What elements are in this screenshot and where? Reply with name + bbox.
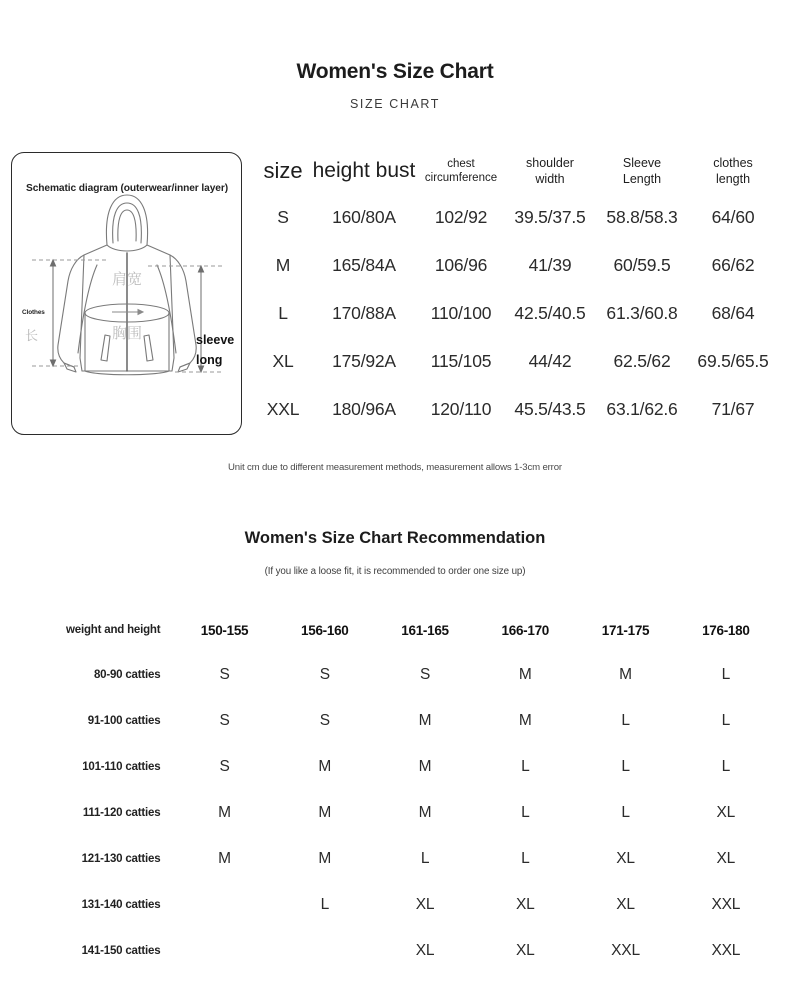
cell-height-bust: 180/96A bbox=[332, 398, 396, 419]
cell-height-bust: 170/88A bbox=[332, 302, 396, 323]
recommended-size: M bbox=[318, 758, 332, 775]
sleeve-label-line1: sleeve bbox=[196, 333, 235, 347]
weight-range-label: 141-150 catties bbox=[81, 945, 161, 957]
table-row bbox=[256, 385, 778, 433]
cell-chest: 102/92 bbox=[434, 206, 488, 227]
table-row bbox=[14, 882, 776, 928]
sleeve-header-line2: Length bbox=[622, 172, 662, 186]
weight-range-label: 91-100 catties bbox=[87, 715, 161, 727]
recommended-size: M bbox=[218, 850, 231, 867]
recommended-size: XL bbox=[516, 896, 535, 913]
table-row bbox=[14, 928, 776, 974]
recommended-size: L bbox=[621, 758, 630, 775]
recommended-size: M bbox=[518, 666, 532, 683]
recommended-size: L bbox=[621, 804, 630, 821]
recommended-size bbox=[275, 928, 375, 974]
cell-shoulder: 39.5/37.5 bbox=[514, 206, 586, 227]
height-column-header: 171-175 bbox=[601, 622, 650, 638]
sleeve-header-line1: Sleeve bbox=[622, 156, 662, 170]
schematic-caption: Schematic diagram (outerwear/inner layer) bbox=[26, 183, 228, 194]
column-header-clothes-length bbox=[688, 155, 778, 193]
chest-header-line1: chest bbox=[447, 158, 475, 170]
recommended-size: L bbox=[521, 850, 530, 867]
recommended-size: M bbox=[218, 804, 231, 821]
recommended-size: XL bbox=[716, 850, 736, 867]
column-header-size: size bbox=[263, 158, 303, 183]
weight-range-label: 80-90 catties bbox=[93, 669, 161, 681]
size-chart-table bbox=[256, 155, 778, 433]
recommended-size: S bbox=[219, 712, 230, 729]
recommended-size: S bbox=[219, 666, 230, 683]
table-row bbox=[14, 744, 776, 790]
cell-chest: 115/105 bbox=[430, 350, 492, 371]
weight-range-label: 121-130 catties bbox=[81, 853, 161, 865]
recommended-size: M bbox=[418, 712, 432, 729]
shoulder-header-line1: shoulder bbox=[526, 156, 574, 170]
measurement-note: Unit cm due to different measurement methods, measurement allows 1-3cm error bbox=[228, 462, 562, 473]
table-row bbox=[14, 790, 776, 836]
clothes-header-line1: clothes bbox=[713, 156, 753, 170]
cell-length: 64/60 bbox=[711, 206, 755, 227]
cell-size: L bbox=[278, 302, 288, 323]
recommended-size: L bbox=[521, 758, 530, 775]
page-subtitle: SIZE CHART bbox=[349, 97, 441, 111]
recommended-size: M bbox=[418, 804, 432, 821]
cell-sleeve: 58.8/58.3 bbox=[606, 206, 678, 227]
cell-sleeve: 63.1/62.6 bbox=[606, 398, 678, 419]
cell-size: S bbox=[277, 206, 289, 227]
size-table-header-row bbox=[256, 155, 778, 193]
page-title: Women's Size Chart bbox=[296, 60, 494, 83]
height-column-header: 156-160 bbox=[301, 622, 349, 638]
clothes-length-cn-label: 长 bbox=[25, 328, 39, 343]
recommended-size: XXL bbox=[711, 942, 741, 959]
jacket-schematic-icon bbox=[12, 153, 242, 435]
height-column-header: 161-165 bbox=[401, 622, 449, 638]
recommended-size: S bbox=[319, 712, 330, 729]
cell-shoulder: 41/39 bbox=[528, 254, 572, 275]
recommended-size: S bbox=[419, 666, 431, 683]
recommended-size: XL bbox=[415, 896, 435, 913]
recommended-size: XL bbox=[516, 942, 535, 959]
cell-length: 66/62 bbox=[711, 254, 755, 275]
recommended-size: L bbox=[621, 712, 630, 729]
weight-range-label: 101-110 catties bbox=[82, 761, 161, 773]
cell-length: 68/64 bbox=[711, 302, 755, 323]
height-column-header: 166-170 bbox=[501, 622, 549, 638]
recommended-size: L bbox=[320, 896, 329, 913]
recommended-size bbox=[174, 882, 274, 928]
cell-size: XL bbox=[272, 350, 294, 371]
shoulder-header-line2: width bbox=[535, 172, 565, 186]
cell-length: 71/67 bbox=[711, 398, 755, 419]
height-column-header: 150-155 bbox=[200, 622, 249, 638]
cell-sleeve: 62.5/62 bbox=[613, 350, 671, 371]
sleeve-label-line2: long bbox=[196, 353, 223, 367]
cell-size: XXL bbox=[266, 398, 300, 419]
sleeve-length-label bbox=[196, 330, 234, 370]
weight-range-label: 131-140 catties bbox=[81, 899, 161, 911]
cell-shoulder: 45.5/43.5 bbox=[514, 398, 586, 419]
chest-circumference-cn-label: 胸围 bbox=[111, 324, 143, 342]
recommended-size: L bbox=[721, 712, 731, 729]
cell-shoulder: 44/42 bbox=[528, 350, 572, 371]
height-column-header: 176-180 bbox=[702, 622, 750, 638]
table-row bbox=[14, 836, 776, 882]
table-row bbox=[256, 241, 778, 289]
recommended-size: XL bbox=[415, 942, 435, 959]
recommended-size: M bbox=[318, 850, 332, 867]
cell-sleeve: 60/59.5 bbox=[613, 254, 671, 275]
table-row bbox=[14, 698, 776, 744]
cell-chest: 110/100 bbox=[430, 302, 492, 323]
shoulder-width-cn-label: 肩宽 bbox=[111, 270, 143, 288]
cell-chest: 120/110 bbox=[430, 398, 492, 419]
cell-length: 69.5/65.5 bbox=[697, 350, 769, 371]
size-recommendation-table bbox=[14, 608, 776, 974]
table-row bbox=[14, 652, 776, 698]
recommended-size: M bbox=[418, 758, 432, 775]
recommended-size: L bbox=[721, 666, 731, 683]
recommended-size: XXL bbox=[611, 942, 640, 959]
schematic-diagram-box bbox=[11, 152, 242, 435]
recommended-size: XXL bbox=[711, 896, 741, 913]
recommendation-corner-label: weight and height bbox=[66, 624, 161, 636]
chest-header-line2: circumference bbox=[424, 172, 498, 184]
table-row bbox=[256, 337, 778, 385]
recommended-size: M bbox=[318, 804, 332, 821]
column-header-sleeve-length bbox=[596, 155, 688, 193]
clothes-length-label: Clothes bbox=[22, 309, 45, 316]
recommended-size: S bbox=[219, 758, 230, 775]
recommended-size: L bbox=[521, 804, 530, 821]
cell-sleeve: 61.3/60.8 bbox=[606, 302, 678, 323]
column-header-height-bust: height bust bbox=[312, 159, 416, 182]
table-row bbox=[256, 193, 778, 241]
clothes-header-line2: length bbox=[715, 172, 751, 186]
recommended-size bbox=[174, 928, 274, 974]
cell-shoulder: 42.5/40.5 bbox=[514, 302, 586, 323]
column-header-shoulder-width bbox=[504, 155, 596, 193]
recommended-size: M bbox=[619, 666, 632, 683]
cell-height-bust: 165/84A bbox=[332, 254, 396, 275]
recommendation-title: Women's Size Chart Recommendation bbox=[244, 529, 546, 547]
recommendation-subtitle: (If you like a loose fit, it is recommended to order one size up) bbox=[264, 566, 526, 577]
recommended-size: XL bbox=[616, 850, 635, 867]
recommended-size: XL bbox=[716, 804, 736, 821]
column-header-chest-circumference bbox=[418, 155, 504, 193]
cell-height-bust: 175/92A bbox=[332, 350, 396, 371]
table-row bbox=[256, 289, 778, 337]
recommendation-header-row bbox=[14, 608, 776, 652]
cell-chest: 106/96 bbox=[434, 254, 488, 275]
weight-range-label: 111-120 catties bbox=[82, 807, 161, 819]
recommended-size: XL bbox=[616, 896, 635, 913]
recommended-size: M bbox=[518, 712, 532, 729]
recommended-size: S bbox=[319, 666, 330, 683]
recommended-size: L bbox=[721, 758, 731, 775]
cell-height-bust: 160/80A bbox=[332, 206, 396, 227]
recommended-size: L bbox=[420, 850, 430, 867]
cell-size: M bbox=[275, 254, 291, 275]
